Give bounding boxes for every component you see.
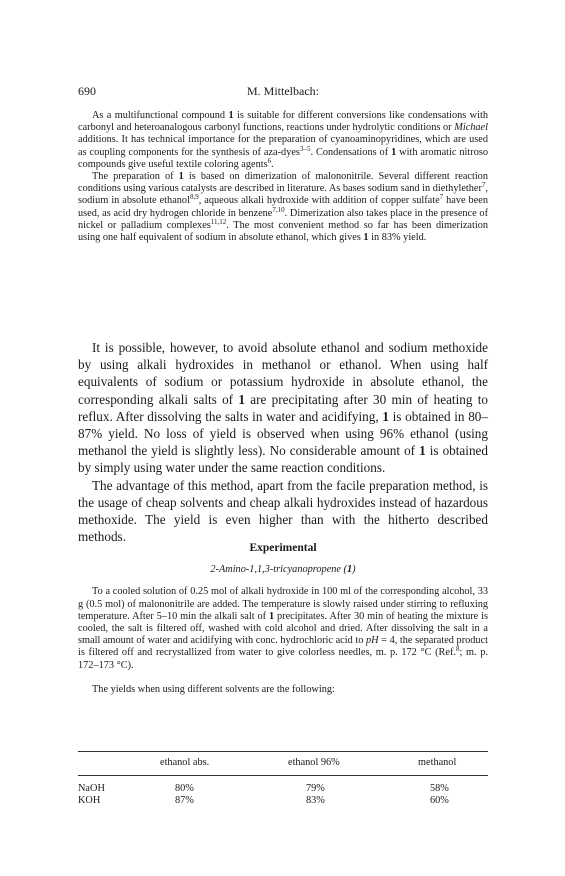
- abstract-paragraph: The preparation of 1 is based on dimerization of malononitrile. Several different reaction conditions using various catalysts are described in literature. As bases sodium sand in diethylether$^7$, sodium in absolute ethanol$^{8,9}$, aqueous alkali hydroxide with addition of copper sulfate$^7$ have been used, as acid dry hydrogen chloride in benzene$^{7,10}$. Dimerization also takes place in the presence of nickel or palladium complexes$^{11,12}$. The most convenient method so far has been dimerization using one half equivalent of sodium in absolute ethanol, which gives 1 in 83% yield.: [78, 171, 489, 244]
- table-row-label: NaOH: [78, 783, 105, 794]
- table-header-rule: [78, 775, 488, 776]
- table-cell: 58%: [430, 783, 449, 794]
- compound-subheading: 2-Amino-1,1,3-tricyanopropene (1): [210, 564, 356, 576]
- table-cell: 79%: [306, 783, 325, 794]
- body-text: [78, 339, 488, 545]
- body-paragraph: The advantage of this method, apart from the facile preparation method, is the usage of cheap solvents and cheap alkali hydroxides instead of hazardous methoxide. The yield is even higher than with the hitherto described methods.: [78, 477, 488, 545]
- table-row-label: KOH: [78, 795, 101, 806]
- table-header-cell: methanol: [418, 757, 457, 768]
- page-header: [78, 84, 488, 100]
- abstract-paragraph: As a multifunctional compound 1 is suitable for different conversions like condensations with carbonyl and heteroanalogous carbonyl functions, reactions under hydrolytic conditions or Michael additions. It has technical importance for the preparation of cyanoaminopyridines, which are used as coupling components for the synthesis of aza-dyes$^{3-5}$. Condensations of 1 with aromatic nitroso compounds give useful textile coloring agents$^6$.: [78, 110, 489, 170]
- table-cell: 87%: [175, 795, 194, 806]
- section-heading: Experimental: [249, 542, 317, 554]
- table-header-cell: ethanol 96%: [288, 757, 340, 768]
- abstract: [78, 110, 488, 244]
- table-cell: 83%: [306, 795, 325, 806]
- table-header-cell: ethanol abs.: [160, 757, 210, 768]
- experimental-section: [78, 542, 488, 696]
- table-cell: 80%: [175, 783, 194, 794]
- table-top-rule: [78, 751, 488, 752]
- body-paragraph: It is possible, however, to avoid absolute ethanol and sodium methoxide by using alkali hydroxides in methanol or ethanol. When using half equivalents of sodium or potassium hydroxide in absolute ethanol, the corresponding alkali salts of 1 are precipitating after 30 min of heating to reflux. After dissolving the salts in water and acidifying, 1 is obtained in 80–87% yield. No loss of yield is observed when using 96% ethanol (using methanol the yield is slightly less). No considerable amount of 1 is obtained by simply using water under the same reaction conditions.: [78, 340, 488, 476]
- experimental-paragraph: The yields when using different solvents are the following:: [92, 683, 335, 695]
- page-number: 690: [78, 84, 96, 98]
- table-cell: 60%: [430, 795, 449, 806]
- experimental-paragraph: To a cooled solution of 0.25 mol of alkali hydroxide in 100 ml of the corresponding alcohol, 33 g (0.5 mol) of malononitrile are added. The temperature is slowly raised under stirring to refluxing temperature. After 5–10 min the alkali salt of 1 precipitates. After 30 min of heating the mixture is cooled, the salt is filtered off, washed with cold alcohol and dried. After dissolving the salt in a small amount of water and acidifying with conc. hydrochloric acid to pH = 4, the separated product is filtered off and recrystallized from water to give colorless needles, m. p. 172 °C (Ref.$^8$; m. p. 172–173 °C).: [78, 586, 489, 671]
- running-author: M. Mittelbach:: [247, 84, 319, 98]
